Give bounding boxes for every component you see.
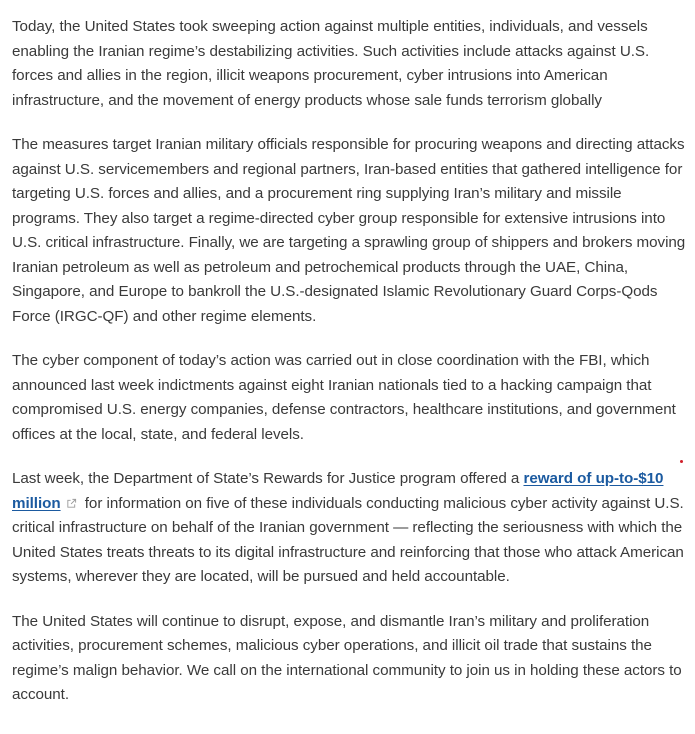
reward-link[interactable]: reward of up-to-$10 million	[12, 470, 664, 512]
paragraph-4	[12, 467, 687, 590]
article-body	[12, 15, 687, 728]
paragraph-3: The cyber component of today’s action was carried out in close coordination with the FBI, which announced last week indictments against eight Iranian nationals tied to a hacking campaign that compromised U.S. energy companies, defense contractors, healthcare institutions, and government offices at the local, state, and federal levels.	[12, 352, 676, 443]
paragraph-1: Today, the United States took sweeping action against multiple entities, individuals, and vessels enabling the Iranian regime’s destabilizing activities. Such activities include attacks against U.S. forces and allies in the region, illicit weapons procurement, cyber intrusions into American infrastructure, and the movement of energy products whose sale funds terrorism globally	[12, 18, 650, 109]
external-link-icon[interactable]	[66, 498, 77, 509]
paragraph-4-text-before: Last week, the Department of State’s Rewards for Justice program offered a	[12, 470, 524, 487]
paragraph-2: The measures target Iranian military officials responsible for procuring weapons and directing attacks against U.S. servicemembers and regional partners, Iran-based entities that gathered intelligence for targeting U.S. forces and allies, and a procurement ring supplying Iran’s military and missile programs. They also target a regime-directed cyber group responsible for extensive intrusions into U.S. critical infrastructure. Finally, we are targeting a sprawling group of shippers and brokers moving Iranian petroleum as well as petroleum and petrochemical products through the UAE, China, Singapore, and Europe to bankroll the U.S.-designated Islamic Revolutionary Guard Corps-Qods Force (IRGC-QF) and other regime elements.	[12, 136, 686, 325]
paragraph-5: The United States will continue to disrupt, expose, and dismantle Iran’s military and proliferation activities, procurement schemes, malicious cyber operations, and illicit oil trade that sustains the regime’s malign behavior. We call on the international community to join us in holding these actors to account.	[12, 612, 682, 703]
paragraph-4-text-after: for information on five of these individuals conducting malicious cyber activity against U.S. critical infrastructure on behalf of the Iranian government — reflecting the seriousness with which the United States treats threats to its digital infrastructure and reinforcing that those who attack American systems, wherever they are located, will be pursued and held accountable.	[12, 494, 684, 585]
red-dot	[680, 460, 683, 463]
